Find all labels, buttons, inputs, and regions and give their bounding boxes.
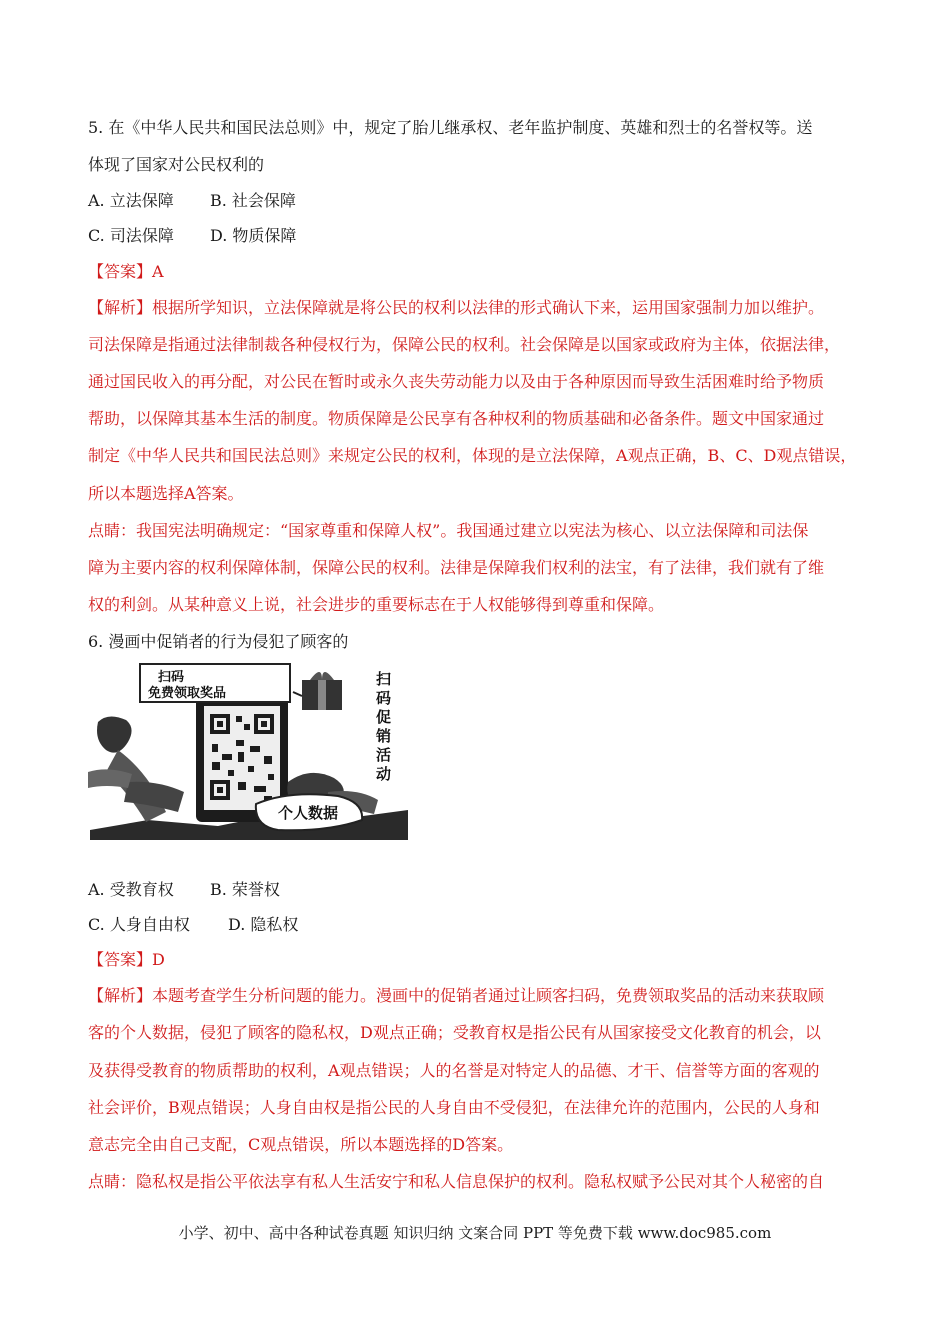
- q6-answer: [88, 950, 165, 970]
- q5-analysis-line4: 帮助，以保障其基本生活的制度。物质保障是公民享有各种权利的物质基础和必备条件。题文中国家通过: [88, 409, 825, 428]
- q5-stem-line2: 体现了国家对公民权利的: [88, 155, 265, 174]
- q6-tip-line1: 点睛：隐私权是指公平依法享有私人生活安宁和私人信息保护的权利。隐私权赋予公民对其个人秘密的自: [88, 1172, 825, 1191]
- cartoon-sign-line2: 免费领取奖品: [148, 686, 227, 701]
- q5-tip-line1: 点睛：我国宪法明确规定：“国家尊重和保障人权”。我国通过建立以宪法为核心、以立法保障和司法保: [88, 521, 809, 540]
- q6-analysis-text: 本题考查学生分析问题的能力。漫画中的促销者通过让顾客扫码，免费领取奖品的活动来获取顾: [152, 986, 825, 1005]
- cartoon-data-label: 个人数据: [278, 804, 339, 822]
- q5-answer-tag: 【答案】: [88, 262, 153, 281]
- q5-analysis-line5: 制定《中华人民共和国民法总则》来规定公民的权利，体现的是立法保障，A观点正确，B、C、D观点错误，: [88, 446, 857, 465]
- q5-analysis-text: 根据所学知识，立法保障就是将公民的权利以法律的形式确认下来，运用国家强制力加以维护。: [152, 298, 825, 317]
- q5-analysis-line1: [88, 298, 824, 318]
- q5-option-d: D. 物质保障: [210, 226, 297, 245]
- q5-answer: [88, 262, 164, 282]
- q6-analysis-line2: 客的个人数据，侵犯了顾客的隐私权，D观点正确；受教育权是指公民有从国家接受文化教育的机会，以: [88, 1023, 821, 1042]
- page-footer: 小学、初中、高中各种试卷真题 知识归纳 文案合同 PPT 等免费下载 www.doc985.com: [178, 1224, 772, 1242]
- q6-stem: 6. 漫画中促销者的行为侵犯了顾客的: [88, 632, 349, 651]
- q6-analysis-line5: 意志完全由自己支配，C观点错误，所以本题选择的D答案。: [88, 1135, 514, 1154]
- q6-option-c: C. 人身自由权: [88, 915, 190, 934]
- cartoon-drawing: [88, 662, 410, 840]
- q6-answer-value: D: [152, 950, 165, 969]
- q5-tip-line2: 障为主要内容的权利保障体制，保障公民的权利。法律是保障我们权利的法宝，有了法律，我们就有了维: [88, 558, 825, 577]
- q5-answer-value: A: [152, 262, 164, 281]
- q6-analysis-line1: [88, 986, 824, 1006]
- q5-analysis-line3: 通过国民收入的再分配，对公民在暂时或永久丧失劳动能力以及由于各种原因而导致生活困难时给予物质: [88, 372, 825, 391]
- q6-analysis-tag: 【解析】: [88, 986, 153, 1005]
- q5-stem-line1: 5. 在《中华人民共和国民法总则》中，规定了胎儿继承权、老年监护制度、英雄和烈士的名誉权等。送: [88, 118, 813, 137]
- q5-option-c: C. 司法保障: [88, 226, 174, 245]
- q6-option-b: B. 荣誉权: [210, 880, 280, 899]
- q6-analysis-line4: 社会评价，B观点错误；人身自由权是指公民的人身自由不受侵犯，在法律允许的范围内，公民的人身和: [88, 1098, 820, 1117]
- cartoon-sign-line1: 扫码: [158, 670, 185, 685]
- q5-tip-line3: 权的利剑。从某种意义上说，社会进步的重要标志在于人权能够得到尊重和保障。: [88, 595, 665, 614]
- q6-answer-tag: 【答案】: [88, 950, 153, 969]
- q5-option-a: A. 立法保障: [88, 191, 174, 210]
- q5-analysis-tag: 【解析】: [88, 298, 153, 317]
- cartoon-side-text: 扫码促销活动: [376, 670, 392, 783]
- cartoon-illustration: [88, 662, 410, 840]
- q6-analysis-line3: 及获得受教育的物质帮助的权利，A观点错误；人的名誉是对特定人的品德、才干、信誉等方面的客观的: [88, 1061, 820, 1080]
- q5-analysis-line6: 所以本题选择A答案。: [88, 484, 244, 503]
- q6-option-a: A. 受教育权: [88, 880, 174, 899]
- q6-option-d: D. 隐私权: [228, 915, 299, 934]
- q5-analysis-line2: 司法保障是指通过法律制裁各种侵权行为，保障公民的权利。社会保障是以国家或政府为主体，依据法律，: [88, 335, 841, 354]
- q5-option-b: B. 社会保障: [210, 191, 296, 210]
